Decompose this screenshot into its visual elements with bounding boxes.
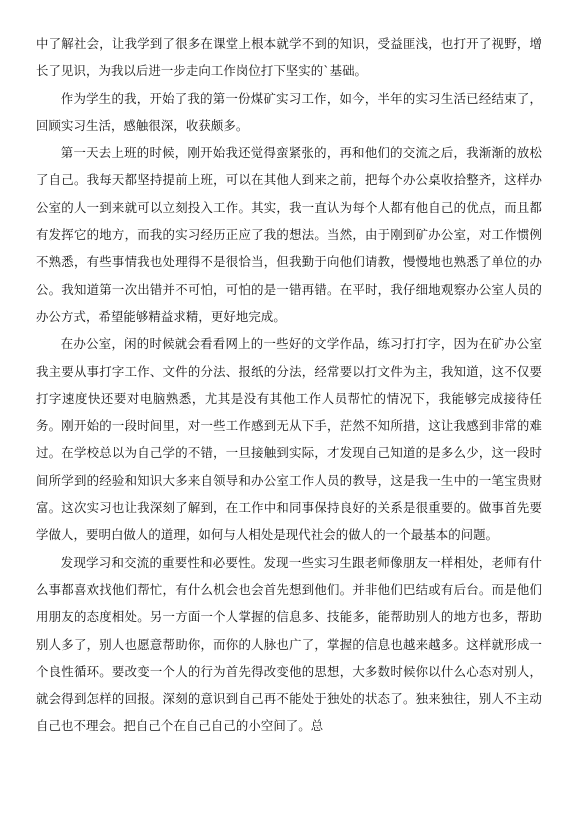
paragraph-5: 发现学习和交流的重要性和必要性。发现一些实习生跟老师像朋友一样相处，老师有什么事都喜欢找他们帮忙，有什么机会也会首先想到他们。并非他们巴结或有后台。而是他们用朋友的态度相处。另一方面一个人掌握的信息多、技能多，能帮助别人的地方也多，帮助别人多了，别人也愿意帮助你，而你的人脉也广了，掌握的信息也越来越多。这样就形成一个良性循环。要改变一个人的行为首先得改变他的思想，大多数时候你以什么心态对别人，就会得到怎样的回报。深刻的意识到自己再不能处于独处的状态了。独来独往，别人不主动自己也不理会。把自己个在自己自己的小空间了。总 xyxy=(36,554,542,734)
paragraph-4: 在办公室，闲的时候就会看看网上的一些好的文学作品，练习打打字，因为在矿办公室我主要从事打字工作、文件的分法、报纸的分法，经常要以打文件为主，我知道，这不仅要打字速度快还要对电脑熟悉，尤其是没有其他工作人员帮忙的情况下，我能够完成接待任务。刚开始的一段时间里，对一些工作感到无从下手，茫然不知所措，这让我感到非常的难过。在学校总以为自己学的不错，一旦接触到实际，才发现自己知道的是多么少，这一段时间所学到的经验和知识大多来自领导和办公室工作人员的教导，这是我一生中的一笔宝贵财富。这次实习也让我深刻了解到，在工作中和同事保持良好的关系是很重要的。做事首先要学做人，要明白做人的道理，如何与人相处是现代社会的做人的一个最基本的问题。 xyxy=(36,336,542,543)
paragraph-2: 作为学生的我，开始了我的第一份煤矿实习工作，如今，半年的实习生活已经结束了，回顾实习生活，感触很深，收获颇多。 xyxy=(36,90,542,133)
paragraph-1: 中了解社会，让我学到了很多在课堂上根本就学不到的知识，受益匪浅，也打开了视野，增长了见识，为我以后进一步走向工作岗位打下坚实的`基础。 xyxy=(36,36,542,79)
paragraph-3: 第一天去上班的时候，刚开始我还觉得蛮紧张的，再和他们的交流之后，我渐渐的放松了自己。我每天都坚持提前上班，可以在其他人到来之前，把每个办公桌收拾整齐，这样办公室的人一到来就可以立刻投入工作。其实，我一直认为每个人都有他自己的优点，而且都有发挥它的地方，而我的实习经历正应了我的想法。当然，由于刚到矿办公室，对工作惯例不熟悉，有些事情我也处理得不是很恰当，但我勤于向他们请教，慢慢地也熟悉了单位的办公。我知道第一次出错并不可怕，可怕的是一错再错。在平时，我仔细地观察办公室人员的办公方式，希望能够精益求精，更好地完成。 xyxy=(36,145,542,324)
